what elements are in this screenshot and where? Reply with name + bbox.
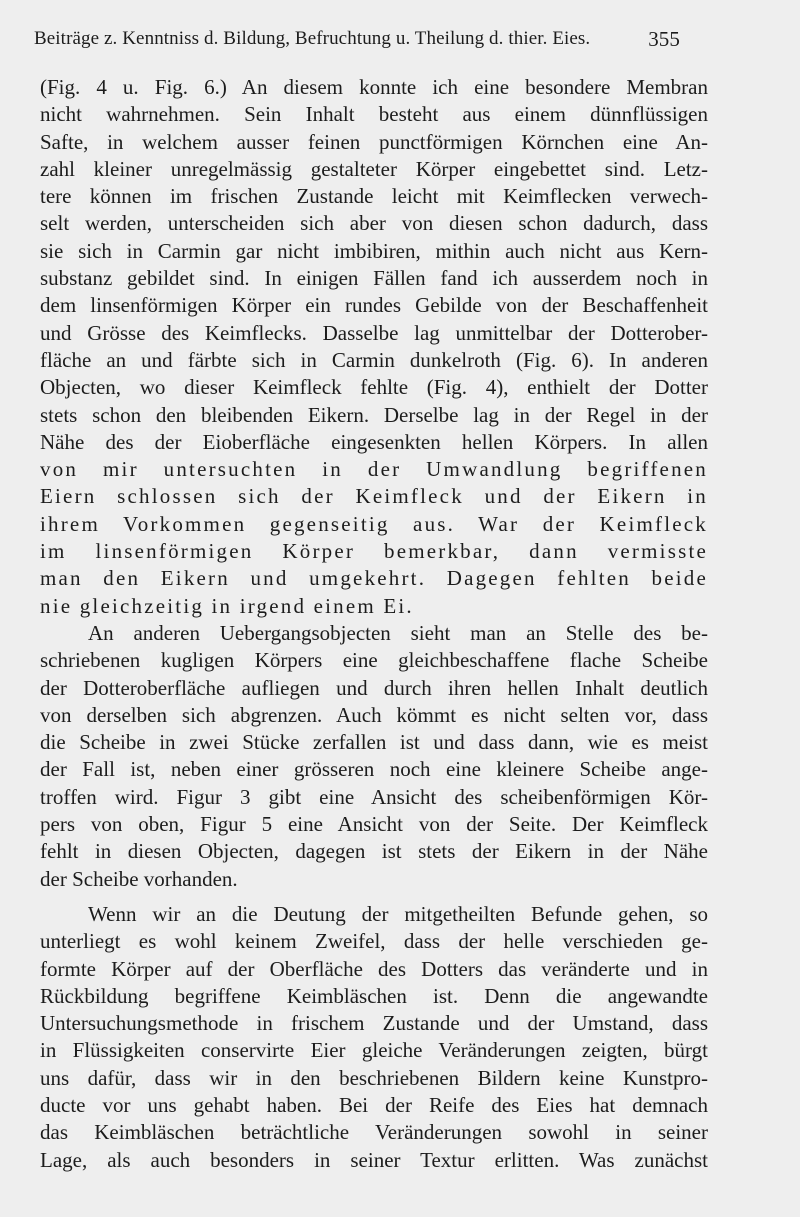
text-line: die Scheibe in zwei Stücke zerfallen ist und dass dann, wie es meist [40, 730, 708, 755]
text-line: ducte vor uns gehabt haben. Bei der Reife des Eies hat demnach [40, 1092, 708, 1117]
paragraph-3 [40, 901, 708, 1174]
text-line: der Dotteroberfläche aufliegen und durch ihren hellen Inhalt deutlich [40, 675, 708, 700]
text-line-spaced: nie gleichzeitig in irgend einem Ei. [40, 593, 414, 618]
text-line: tere können im frischen Zustande leicht mit Keimflecken verwech- [40, 184, 708, 209]
page-number: 355 [648, 27, 680, 51]
text-line: in Flüssigkeiten conservirte Eier gleiche Veränderungen zeigten, bürgt [40, 1038, 708, 1063]
text-line: Lage, als auch besonders in seiner Textur erlitten. Was zunächst [40, 1147, 708, 1172]
paragraph-2 [40, 620, 708, 893]
text-line: stets schon den bleibenden Eikern. Derselbe lag in der Regel in der [40, 402, 708, 427]
paragraph-gap [40, 893, 708, 901]
text-line: fehlt in diesen Objecten, dagegen ist stets der Eikern in der Nähe [40, 839, 708, 864]
paragraph-1 [40, 74, 708, 620]
text-line: unterliegt es wohl keinem Zweifel, dass der helle verschieden ge- [40, 929, 708, 954]
text-line: Wenn wir an die Deutung der mitgetheilten Befunde gehen, so [88, 901, 708, 926]
text-line-spaced: ihrem Vorkommen gegenseitig aus. War der Keimfleck [40, 511, 708, 536]
text-line: uns dafür, dass wir in den beschriebenen Bildern keine Kunstpro- [40, 1065, 708, 1090]
text-line: Untersuchungsmethode in frischem Zustande und der Umstand, dass [40, 1011, 708, 1036]
text-line-spaced: man den Eikern und umgekehrt. Dagegen fehlten beide [40, 566, 708, 591]
text-line: dem linsenförmigen Körper ein rundes Gebilde von der Beschaffenheit [40, 293, 708, 318]
running-head [34, 24, 680, 54]
text-line: Rückbildung begriffene Keimbläschen ist. Denn die angewandte [40, 983, 708, 1008]
text-line: Objecten, wo dieser Keimfleck fehlte (Fig. 4), enthielt der Dotter [40, 375, 708, 400]
text-line: nicht wahrnehmen. Sein Inhalt besteht aus einem dünnflüssigen [40, 102, 708, 127]
text-line: schriebenen kugligen Körpers eine gleichbeschaffene flache Scheibe [40, 648, 708, 673]
text-line: substanz gebildet sind. In einigen Fällen fand ich ausserdem noch in [40, 266, 708, 291]
text-line: Nähe des der Eioberfläche eingesenkten hellen Körpers. In allen [40, 429, 708, 454]
text-line: fläche an und färbte sich in Carmin dunkelroth (Fig. 6). In anderen [40, 347, 708, 372]
text-line-spaced: Eiern schlossen sich der Keimfleck und der Eikern in [40, 484, 708, 509]
text-line: zahl kleiner unregelmässig gestalteter Körper eingebettet sind. Letz- [40, 156, 708, 181]
text-line: (Fig. 4 u. Fig. 6.) An diesem konnte ich eine besondere Membran [40, 75, 708, 99]
text-line: pers von oben, Figur 5 eine Ansicht von der Seite. Der Keimfleck [40, 812, 708, 837]
text-line-spaced: im linsenförmigen Körper bemerkbar, dann vermisste [40, 539, 708, 564]
text-line: von derselben sich abgrenzen. Auch kömmt es nicht selten vor, dass [40, 702, 708, 727]
text-line: der Scheibe vorhanden. [40, 866, 238, 891]
text-line: das Keimbläschen beträchtliche Veränderungen sowohl in seiner [40, 1120, 708, 1145]
text-line: formte Körper auf der Oberfläche des Dotters das veränderte und in [40, 956, 708, 981]
running-title: Beiträge z. Kenntniss d. Bildung, Befruchtung u. Theilung d. thier. Eies. [34, 28, 591, 49]
text-line: Safte, in welchem ausser feinen punctförmigen Körnchen eine An- [40, 129, 708, 154]
text-line: selt werden, unterscheiden sich aber von diesen schon dadurch, dass [40, 211, 708, 236]
text-line-spaced: von mir untersuchten in der Umwandlung begriffenen [40, 457, 708, 482]
body-text [40, 74, 708, 1174]
text-line: troffen wird. Figur 3 gibt eine Ansicht des scheibenförmigen Kör- [40, 784, 708, 809]
text-line: An anderen Uebergangsobjecten sieht man an Stelle des be- [88, 620, 708, 645]
text-line: sie sich in Carmin gar nicht imbibiren, mithin auch nicht aus Kern- [40, 238, 708, 263]
text-line: der Fall ist, neben einer grösseren noch eine kleinere Scheibe ange- [40, 757, 708, 782]
text-line: und Grösse des Keimflecks. Dasselbe lag unmittelbar der Dotterober- [40, 320, 708, 345]
